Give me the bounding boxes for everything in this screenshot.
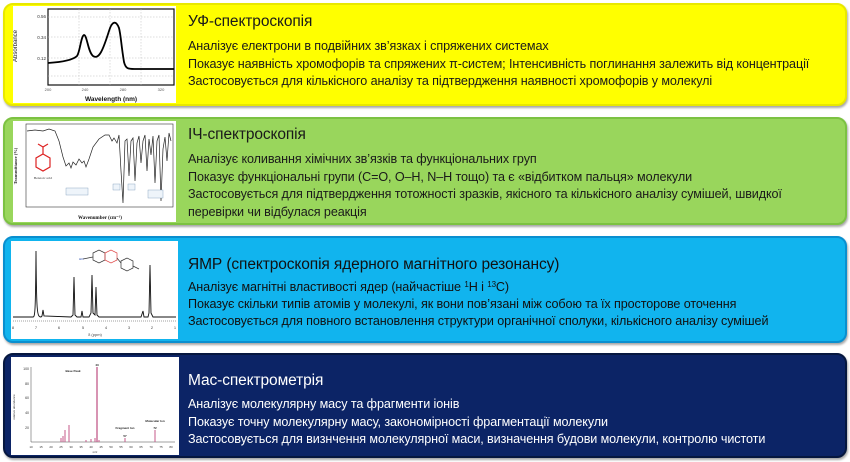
- card-line: Показує точну молекулярну масу, закономірності фрагментації молекули: [188, 414, 608, 429]
- nmr-text-block: [188, 255, 831, 330]
- svg-text:70: 70: [149, 445, 153, 449]
- svg-text:320: 320: [157, 87, 165, 92]
- svg-text:relative abundance: relative abundance: [12, 394, 16, 420]
- svg-text:8: 8: [11, 325, 15, 330]
- svg-text:Absorbance: Absorbance: [13, 29, 19, 63]
- svg-text:Base Peak: Base Peak: [65, 369, 81, 373]
- svg-text:43: 43: [95, 363, 99, 367]
- mass-spectrometry-card: [3, 353, 847, 458]
- svg-text:10: 10: [29, 445, 33, 449]
- svg-text:Wavenumber (cm⁻¹): Wavenumber (cm⁻¹): [78, 216, 122, 221]
- svg-text:1: 1: [173, 325, 177, 330]
- svg-text:20: 20: [25, 426, 29, 430]
- svg-text:75: 75: [159, 445, 163, 449]
- svg-text:20: 20: [49, 445, 53, 449]
- svg-text:280: 280: [119, 87, 127, 92]
- svg-text:100: 100: [23, 367, 29, 371]
- svg-text:0.12: 0.12: [37, 56, 46, 61]
- svg-text:3: 3: [127, 325, 131, 330]
- svg-text:40: 40: [25, 411, 29, 415]
- ir-spectrum-thumbnail: [13, 121, 176, 222]
- svg-text:60: 60: [129, 445, 133, 449]
- svg-text:Benzoic acid: Benzoic acid: [33, 176, 53, 180]
- card-line: Застосовується для підтвердження тотожності зразків, якісного та кількісного аналізу сумішей, швидкої перевірки чи відбулася реакція: [188, 187, 782, 219]
- svg-text:45: 45: [99, 445, 103, 449]
- svg-text:80: 80: [25, 382, 29, 386]
- ir-text-block: [188, 125, 831, 221]
- ir-spectroscopy-card: [3, 117, 847, 225]
- svg-text:0.56: 0.56: [37, 14, 46, 19]
- svg-text:Fragment Ion: Fragment Ion: [115, 426, 135, 430]
- svg-text:50: 50: [109, 445, 113, 449]
- uv-spectrum-thumbnail: [13, 6, 176, 103]
- svg-text:4: 4: [104, 325, 108, 330]
- card-title: УФ-спектроскопія: [188, 13, 313, 30]
- card-title: Мас-спектрометрія: [188, 372, 324, 389]
- svg-text:72: 72: [153, 426, 157, 430]
- svg-text:55: 55: [119, 445, 123, 449]
- svg-text:Transmittance (%): Transmittance (%): [13, 147, 18, 185]
- svg-text:δ (ppm): δ (ppm): [88, 332, 102, 337]
- svg-text:6: 6: [57, 325, 61, 330]
- card-line: Аналізує магнітні властивості ядер (найчастіше $^1$H і $^{13}$C): [188, 280, 510, 294]
- svg-text:m/z: m/z: [92, 450, 98, 454]
- svg-text:2: 2: [150, 325, 154, 330]
- card-title: ЯМР (спектроскопія ядерного магнітного резонансу): [188, 256, 560, 273]
- svg-text:57: 57: [123, 434, 127, 438]
- card-line: Аналізує електрони в подвійних зв’язках і спряжених системах: [188, 39, 549, 53]
- card-title: ІЧ-спектроскопія: [188, 126, 306, 143]
- nmr-spectroscopy-card: [3, 236, 847, 343]
- svg-text:HO: HO: [79, 257, 84, 261]
- mass-spectrum-thumbnail: [11, 357, 179, 455]
- card-line: Показує наявність хромофорів та спряжених π-систем; Інтенсивність поглинання залежить від концентрації: [188, 56, 810, 71]
- svg-text:40: 40: [89, 445, 93, 449]
- card-line: Застосовується для кількісного аналізу та підтвердження наявності хромофорів у молекулі: [188, 74, 713, 88]
- svg-text:65: 65: [139, 445, 143, 449]
- card-line: Аналізує молекулярну масу та фрагменти іонів: [188, 397, 460, 411]
- svg-text:80: 80: [169, 445, 173, 449]
- svg-text:25: 25: [59, 445, 63, 449]
- nmr-spectrum-thumbnail: [11, 241, 178, 339]
- card-line: Показує функціональні групи (C=O, O–H, N–H тощо) та є «відбитком пальця» молекули: [188, 169, 693, 184]
- uv-spectroscopy-card: [3, 3, 847, 106]
- svg-text:5: 5: [81, 325, 85, 330]
- svg-text:Molecular Ion: Molecular Ion: [145, 419, 165, 423]
- card-line: Застосовується для визнчення молекулярної маси, визначення будови молекули, контролю чистоти: [188, 432, 766, 446]
- svg-text:200: 200: [44, 87, 52, 92]
- svg-text:0.34: 0.34: [37, 35, 46, 40]
- svg-text:35: 35: [79, 445, 83, 449]
- svg-text:Wavelength (nm): Wavelength (nm): [84, 96, 138, 103]
- svg-text:30: 30: [69, 445, 73, 449]
- uv-text-block: [188, 12, 831, 91]
- svg-text:60: 60: [25, 396, 29, 400]
- svg-text:15: 15: [39, 445, 43, 449]
- card-line: Застосовується для повного встановлення структури органічної сполуки, кількісного аналізу сумішей: [188, 314, 769, 328]
- card-line: Аналізує коливання хімічних зв’язків та функціональних груп: [188, 152, 537, 166]
- svg-text:7: 7: [34, 325, 38, 330]
- card-line: Показує скільки типів атомів у молекулі, як вони пов’язані між собою та їх просторове оточення: [188, 297, 737, 311]
- ms-text-block: [188, 371, 831, 449]
- svg-text:240: 240: [81, 87, 89, 92]
